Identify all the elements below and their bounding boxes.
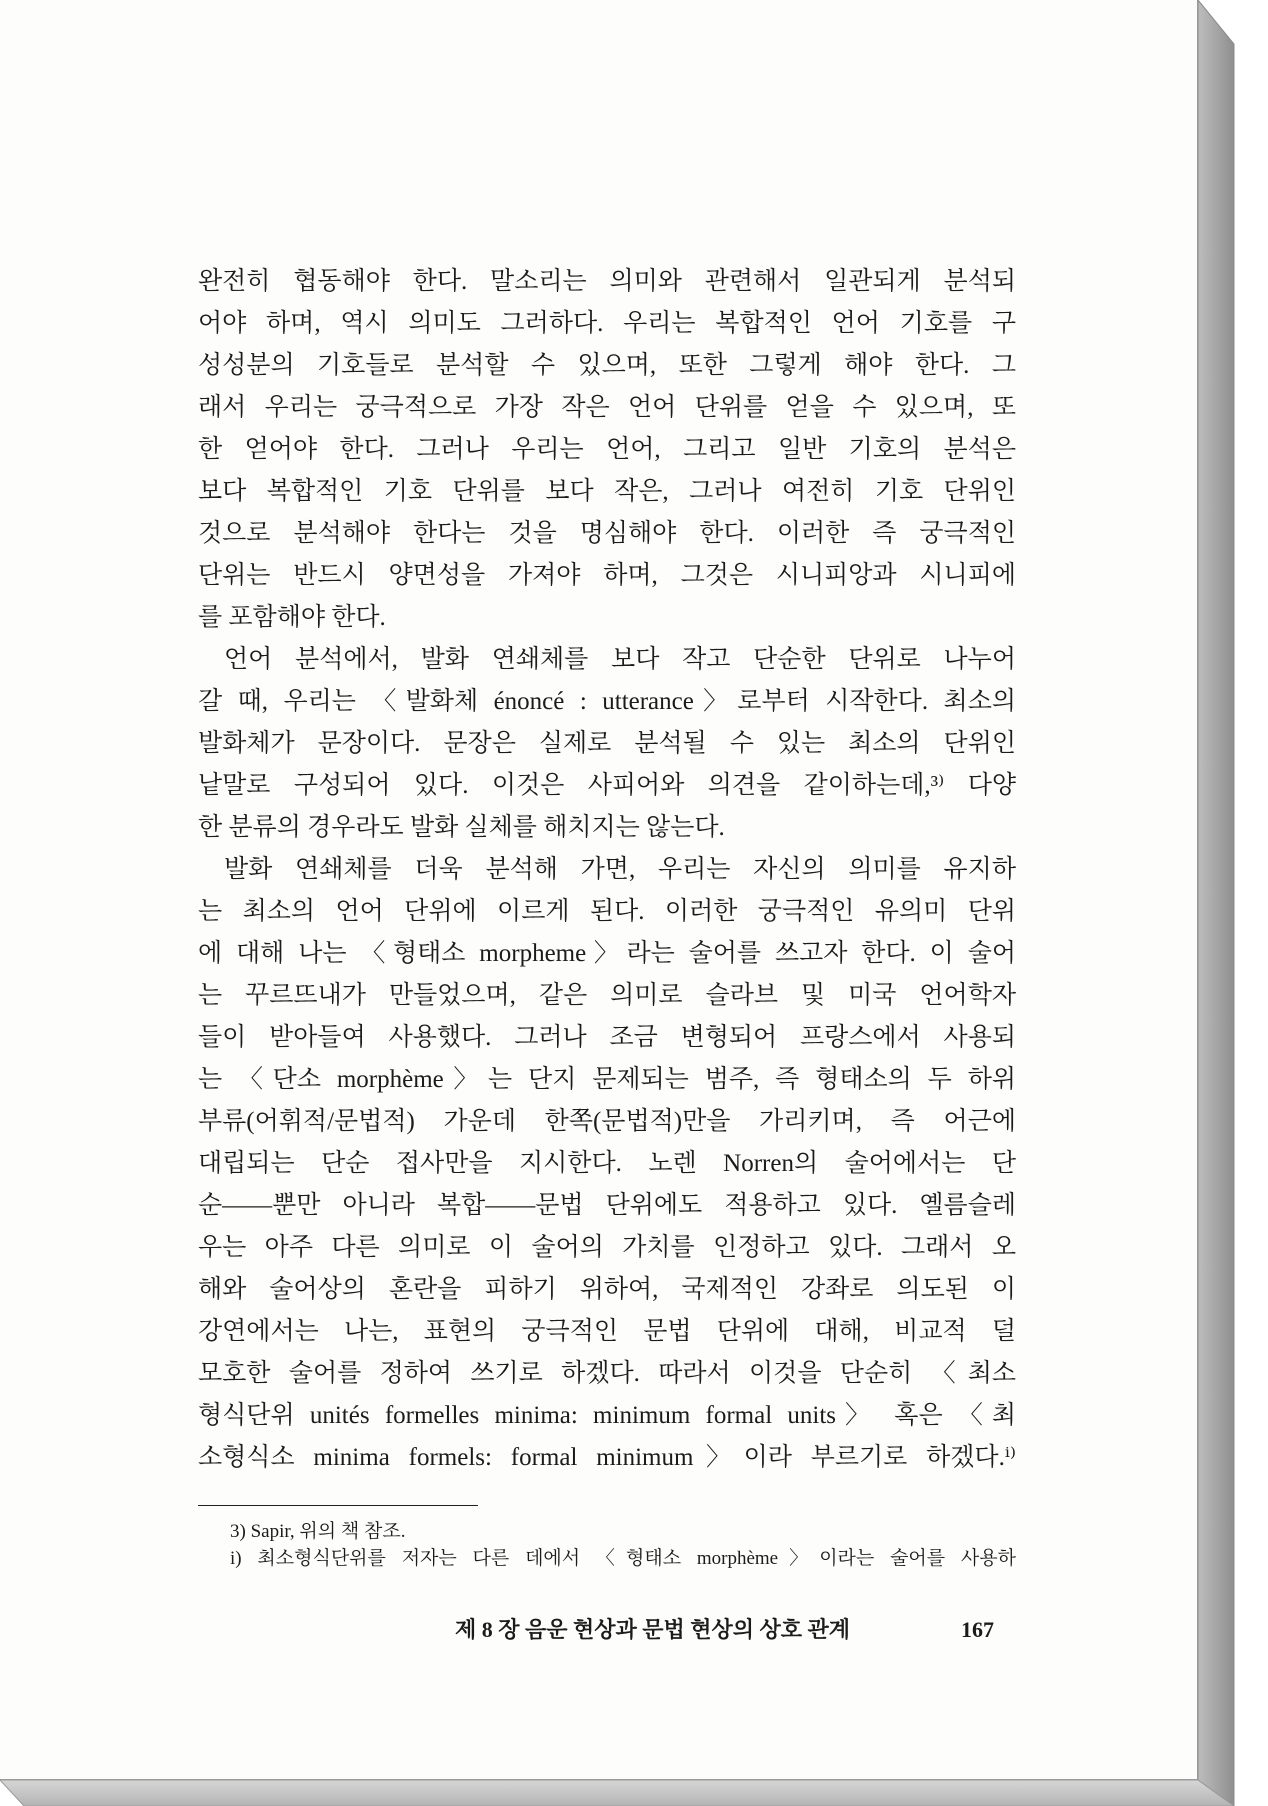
text-line: 언어 분석에서, 발화 연쇄체를 보다 작고 단순한 단위로 나누어 — [224, 646, 1016, 673]
text-line: 보다 복합적인 기호 단위를 보다 작은, 그러나 여전히 기호 단위인 — [198, 478, 1016, 505]
paragraph — [198, 849, 1016, 1479]
paragraph — [198, 639, 1016, 849]
footnote-rule — [198, 1505, 478, 1506]
text-line: 는 〈단소 morphème〉는 단지 문제되는 범주, 즉 형태소의 두 하위 — [198, 1066, 1016, 1093]
page-side-edge — [1198, 0, 1234, 1806]
text-line: 순——뿐만 아니라 복합——문법 단위에도 적용하고 있다. 옐름슬레 — [198, 1192, 1016, 1219]
text-line: 우는 아주 다른 의미로 이 술어의 가치를 인정하고 있다. 그래서 오 — [198, 1234, 1016, 1261]
text-line: 래서 우리는 궁극적으로 가장 작은 언어 단위를 얻을 수 있으며, 또 — [198, 394, 1016, 421]
text-line: 들이 받아들여 사용했다. 그러나 조금 변형되어 프랑스에서 사용되 — [198, 1024, 1016, 1051]
text-line: 완전히 협동해야 한다. 말소리는 의미와 관련해서 일관되게 분석되 — [198, 268, 1016, 295]
text-line: 발화체가 문장이다. 문장은 실제로 분석될 수 있는 최소의 단위인 — [198, 730, 1016, 757]
text-line: 대립되는 단순 접사만을 지시한다. 노렌 Norren의 술어에서는 단 — [198, 1150, 1016, 1177]
running-footer — [455, 1614, 994, 1646]
text-line: 는 꾸르뜨내가 만들었으며, 같은 의미로 슬라브 및 미국 언어학자 — [198, 982, 1016, 1009]
text-line: 모호한 술어를 정하여 쓰기로 하겠다. 따라서 이것을 단순히 〈최소 — [198, 1360, 1016, 1387]
footnote: i) 최소형식단위를 저자는 다른 데에서 〈형태소 morphème〉이라는 술어를 사용하 — [230, 1548, 1016, 1569]
text-line: 한 분류의 경우라도 발화 실체를 해치지는 않는다. — [198, 814, 725, 841]
text-line: 를 포함해야 한다. — [198, 604, 386, 631]
paragraph — [198, 261, 1016, 639]
text-line: 성성분의 기호들로 분석할 수 있으며, 또한 그렇게 해야 한다. 그 — [198, 352, 1016, 379]
chapter-title: 제 8 장 음운 현상과 문법 현상의 상호 관계 — [455, 1617, 851, 1642]
text-line: 형식단위 unités formelles minima: minimum formal units〉 혹은 〈최 — [198, 1402, 1016, 1429]
footnotes — [230, 1518, 1016, 1572]
text-line: 단위는 반드시 양면성을 가져야 하며, 그것은 시니피앙과 시니피에 — [198, 562, 1016, 589]
text-line: 갈 때, 우리는 〈발화체 énoncé : utterance〉로부터 시작한다. 최소의 — [198, 688, 1016, 715]
page-bottom-edge — [0, 1780, 1234, 1806]
page-number: 167 — [961, 1617, 994, 1642]
text-line: 강연에서는 나는, 표현의 궁극적인 문법 단위에 대해, 비교적 덜 — [198, 1318, 1016, 1345]
text-line: 발화 연쇄체를 더욱 분석해 가면, 우리는 자신의 의미를 유지하 — [224, 856, 1016, 883]
text-line: 는 최소의 언어 단위에 이르게 된다. 이러한 궁극적인 유의미 단위 — [198, 898, 1016, 925]
text-line: 어야 하며, 역시 의미도 그러하다. 우리는 복합적인 언어 기호를 구 — [198, 310, 1016, 337]
text-line: 부류(어휘적/문법적) 가운데 한쪽(문법적)만을 가리키며, 즉 어근에 — [198, 1108, 1016, 1135]
text-line: 해와 술어상의 혼란을 피하기 위하여, 국제적인 강좌로 의도된 이 — [198, 1276, 1016, 1303]
body-text — [198, 261, 1016, 1479]
text-line: 것으로 분석해야 한다는 것을 명심해야 한다. 이러한 즉 궁극적인 — [198, 520, 1016, 547]
text-line: 에 대해 나는 〈형태소 morpheme〉라는 술어를 쓰고자 한다. 이 술어 — [198, 940, 1016, 967]
text-line: 한 얻어야 한다. 그러나 우리는 언어, 그리고 일반 기호의 분석은 — [198, 436, 1016, 463]
text-line: 낱말로 구성되어 있다. 이것은 사피어와 의견을 같이하는데,³⁾ 다양 — [198, 772, 1016, 799]
text-line: 소형식소 minima formels: formal minimum〉이라 부르기로 하겠다.ⁱ⁾ — [198, 1444, 1016, 1471]
footnote: 3) Sapir, 위의 책 참조. — [230, 1521, 406, 1542]
